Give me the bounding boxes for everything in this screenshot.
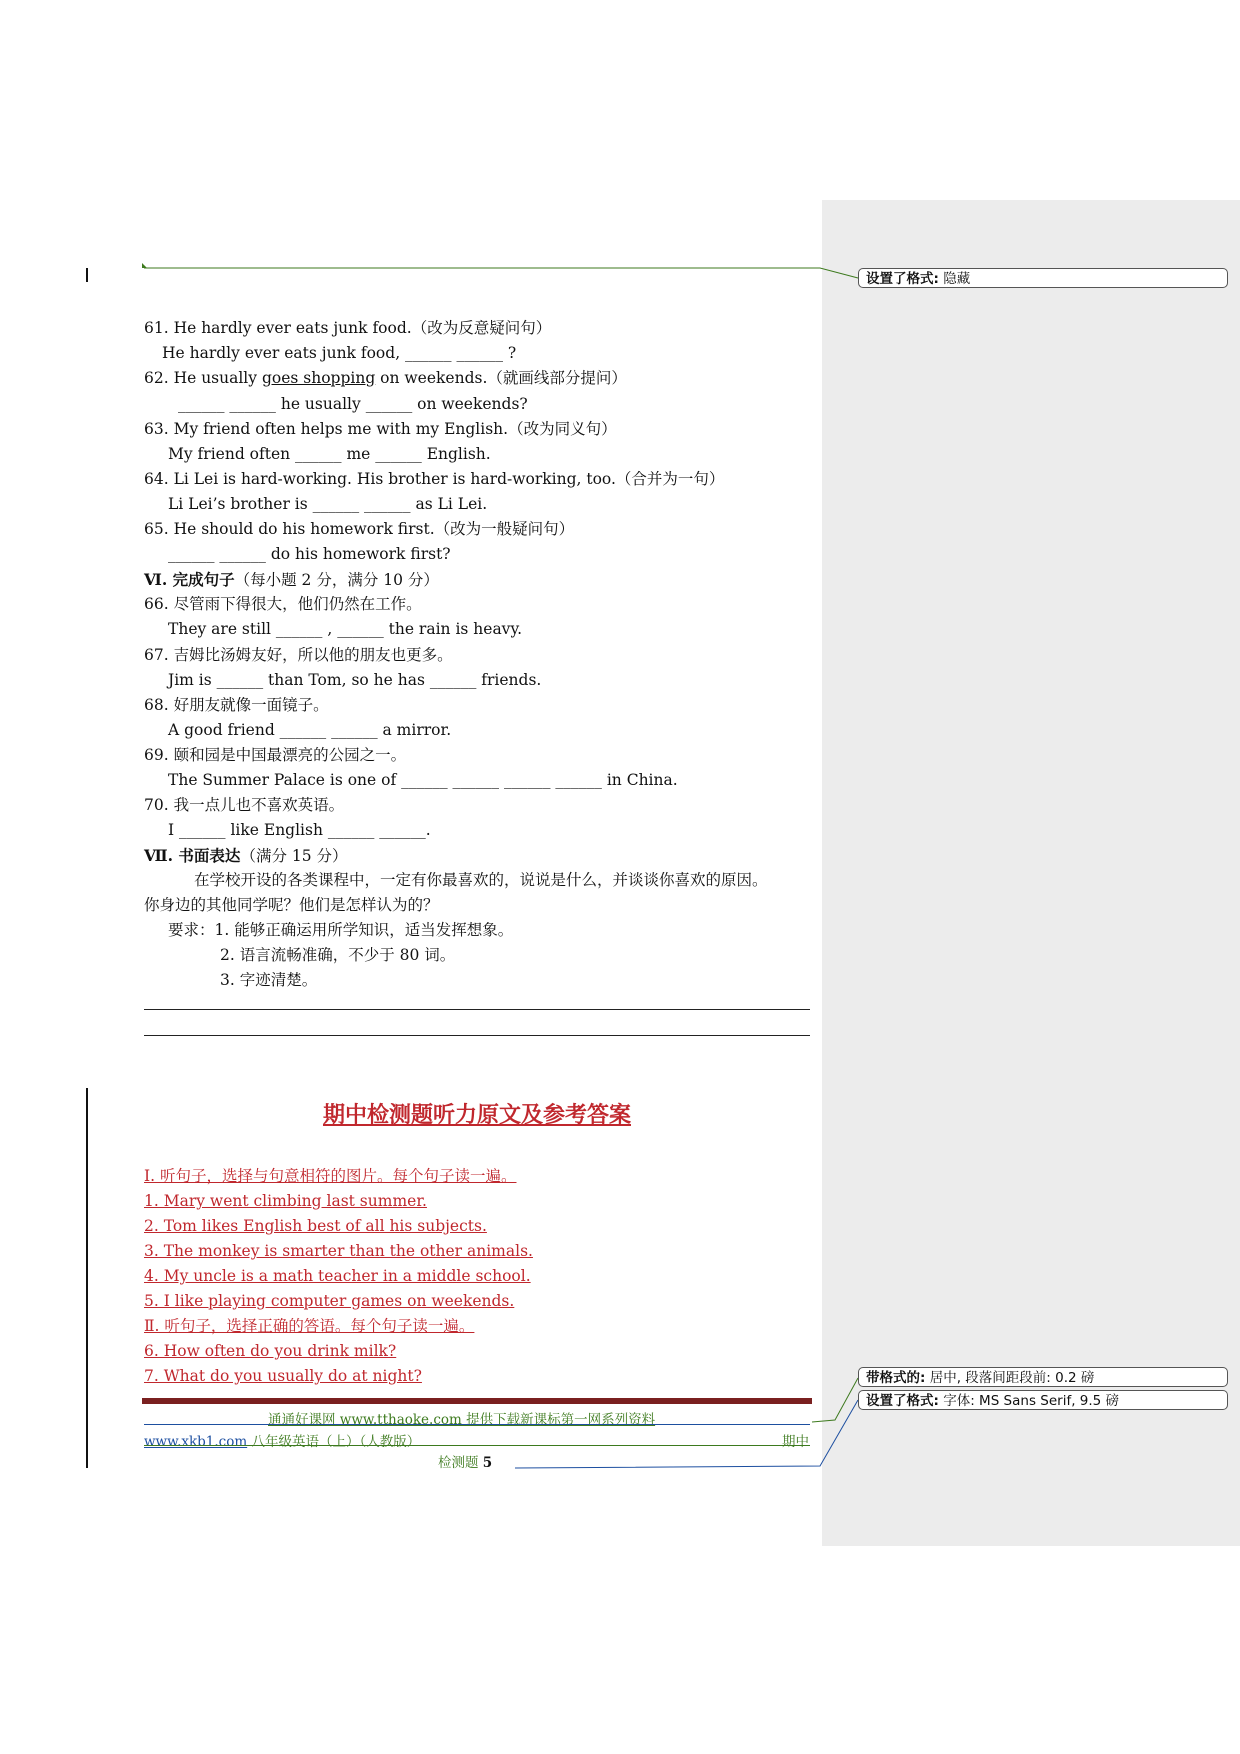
- writing-line: [144, 1009, 810, 1010]
- question-69: 69. 颐和园是中国最漂亮的公园之一。: [144, 746, 407, 764]
- question-68: 68. 好朋友就像一面镜子。: [144, 696, 329, 714]
- answers-part-2: Ⅱ. 听句子，选择正确的答语。每个句子读一遍。: [144, 1317, 475, 1335]
- footer-line-2: [144, 1430, 420, 1450]
- q62-text: 62. He usually: [144, 369, 262, 387]
- revision-value: 隐藏: [943, 271, 971, 287]
- section-6-title: Ⅵ. 完成句子: [144, 570, 235, 589]
- footer-right: 期中: [782, 1434, 809, 1450]
- answer-line-62: ______ ______ he usually ______ on weekends?: [178, 395, 528, 413]
- requirements-label: 要求：: [168, 921, 215, 939]
- revision-value: 字体: MS Sans Serif, 9.5 磅: [943, 1393, 1120, 1409]
- requirement-2: 2. 语言流畅准确，不少于 80 词。: [220, 946, 456, 964]
- footer-rule: [144, 1445, 810, 1446]
- answer-item: 3. The monkey is smarter than the other animals.: [144, 1242, 533, 1260]
- answer-line-70: I ______ like English ______ ______.: [168, 821, 431, 839]
- requirements: [168, 918, 513, 943]
- answer-line-65: ______ ______ do his homework first?: [168, 545, 451, 563]
- answers-part-1: I. 听句子，选择与句意相符的图片。每个句子读一遍。: [144, 1167, 517, 1185]
- question-65: 65. He should do his homework first.（改为一般疑问句）: [144, 520, 575, 538]
- section-7-note: （满分 15 分）: [240, 847, 348, 865]
- answer-line-67: Jim is ______ than Tom, so he has ______ friends.: [168, 671, 542, 689]
- question-66: 66. 尽管雨下得很大，他们仍然在工作。: [144, 595, 422, 613]
- footer-line-3: [438, 1451, 492, 1471]
- revision-bubble-centered[interactable]: [858, 1367, 1228, 1387]
- section-6-note: （每小题 2 分，满分 10 分）: [234, 571, 439, 589]
- revision-label: 带格式的:: [866, 1370, 926, 1386]
- revision-bubble-font[interactable]: [858, 1390, 1228, 1410]
- question-64: 64. Li Lei is hard-working. His brother is hard-working, too.（合并为一句）: [144, 470, 725, 488]
- question-70: 70. 我一点儿也不喜欢英语。: [144, 796, 345, 814]
- answer-line-69: The Summer Palace is one of ______ ______ ______ ______ in China.: [168, 771, 678, 789]
- writing-prompt: 在学校开设的各类课程中，一定有你最喜欢的，说说是什么，并谈谈你喜欢的原因。: [194, 871, 768, 889]
- answer-item: 1. Mary went climbing last summer.: [144, 1192, 427, 1210]
- question-63: 63. My friend often helps me with my English.（改为同义句）: [144, 420, 617, 438]
- page-number: 5: [482, 1455, 493, 1471]
- revision-value: 居中, 段落间距段前: 0.2 磅: [929, 1370, 1095, 1386]
- answer-line-64: Li Lei’s brother is ______ ______ as Li Lei.: [168, 495, 488, 513]
- answer-line-68: A good friend ______ ______ a mirror.: [168, 721, 452, 739]
- answer-item: 6. How often do you drink milk?: [144, 1342, 397, 1360]
- answers-title: 期中检测题听力原文及参考答案: [322, 1103, 631, 1128]
- writing-line: [144, 1035, 810, 1036]
- footer-bar: [142, 1398, 812, 1404]
- revision-label: 设置了格式:: [866, 271, 939, 287]
- answer-item: 7. What do you usually do at night?: [144, 1367, 422, 1385]
- section-7-title: Ⅶ. 书面表达: [144, 846, 241, 865]
- requirement-3: 3. 字迹清楚。: [220, 971, 318, 989]
- answer-item: 5. I like playing computer games on weekends.: [144, 1292, 515, 1310]
- question-62: [144, 366, 627, 391]
- revision-label: 设置了格式:: [866, 1393, 939, 1409]
- answer-line-61: He hardly ever eats junk food, ______ ______ ?: [162, 344, 517, 362]
- footer-exam-label: 检测题: [438, 1455, 479, 1471]
- answer-line-63: My friend often ______ me ______ English.: [168, 445, 491, 463]
- q62-text: on weekends.（就画线部分提问）: [375, 369, 627, 387]
- section-7-heading: [144, 843, 348, 869]
- revision-bubble-hidden[interactable]: [858, 268, 1228, 288]
- answer-line-66: They are still ______ , ______ the rain is heavy.: [168, 620, 523, 638]
- answer-item: 2. Tom likes English best of all his subjects.: [144, 1217, 487, 1235]
- question-61: 61. He hardly ever eats junk food.（改为反意疑问句）: [144, 319, 552, 337]
- section-6-heading: [144, 567, 439, 593]
- footer-rule: [144, 1424, 810, 1425]
- question-67: 67. 吉姆比汤姆友好，所以他的朋友也更多。: [144, 646, 453, 664]
- footer-site-link[interactable]: www.xkb1.com: [144, 1434, 248, 1450]
- q62-underlined: goes shopping: [261, 369, 376, 387]
- requirement-1: 1. 能够正确运用所学知识，适当发挥想象。: [214, 921, 514, 939]
- footer-line-1: 通通好课网 www.tthaoke.com 提供下载新课标第一网系列资料: [268, 1412, 656, 1428]
- footer-subject: 八年级英语（上）（人教版）: [247, 1434, 421, 1450]
- writing-prompt: 你身边的其他同学呢？他们是怎样认为的？: [144, 896, 439, 914]
- answer-item: 4. My uncle is a math teacher in a middle school.: [144, 1267, 531, 1285]
